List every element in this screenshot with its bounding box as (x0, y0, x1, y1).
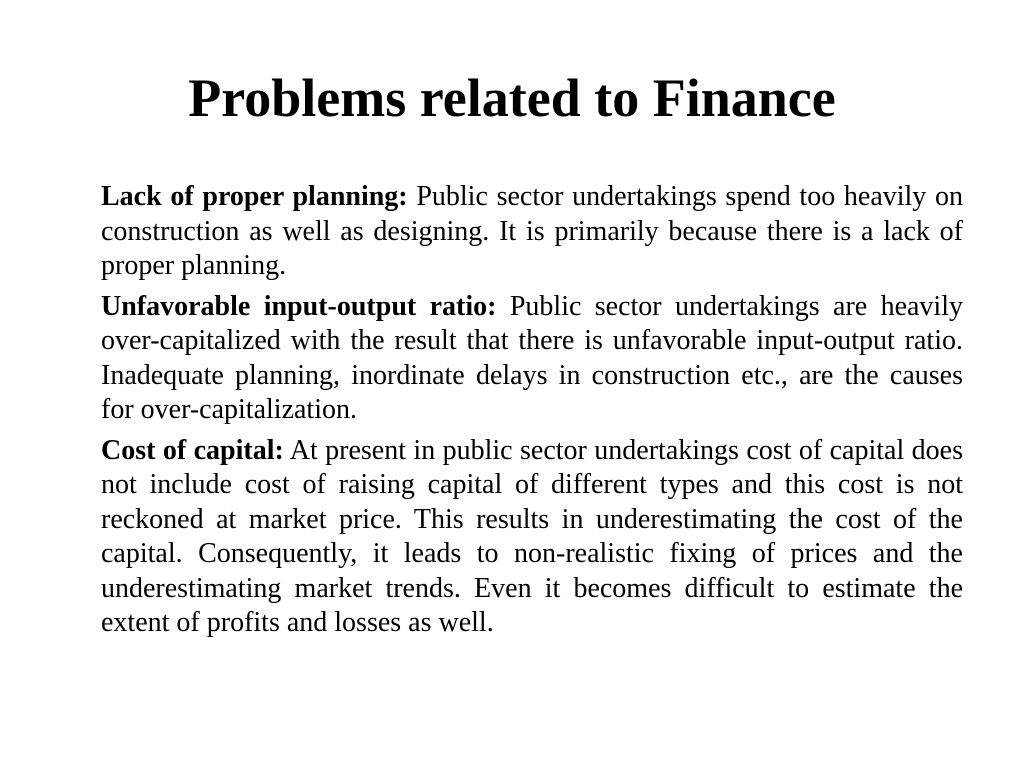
point-cost-of-capital (101, 434, 963, 641)
slide-body (101, 180, 963, 647)
point-term: Lack of proper planning: (101, 181, 408, 212)
point-text: Public sector undertakings are heavily over-capitalized with the result that there is unfavorable input-output ratio. Inadequate planning, inordinate delays in construction etc., are the causes for over-capitalization. (101, 290, 963, 425)
point-lack-of-planning (101, 180, 963, 284)
point-text: At present in public sector undertakings cost of capital does not include cost of raising capital of different types and this cost is not reckoned at market price. This results in underestimating the cost of the capital. Consequently, it leads to non-realistic fixing of prices and the underestimating market trends. Even it becomes difficult to estimate the extent of profits and losses as well. (101, 434, 963, 638)
point-text: Public sector undertakings spend too heavily on construction as well as designing. It is primarily because there is a lack of proper planning. (101, 181, 963, 281)
slide-title: Problems related to Finance (188, 68, 836, 128)
point-term: Unfavorable input-output ratio: (101, 290, 497, 322)
point-term: Cost of capital: (101, 434, 284, 466)
point-input-output-ratio (101, 290, 963, 428)
